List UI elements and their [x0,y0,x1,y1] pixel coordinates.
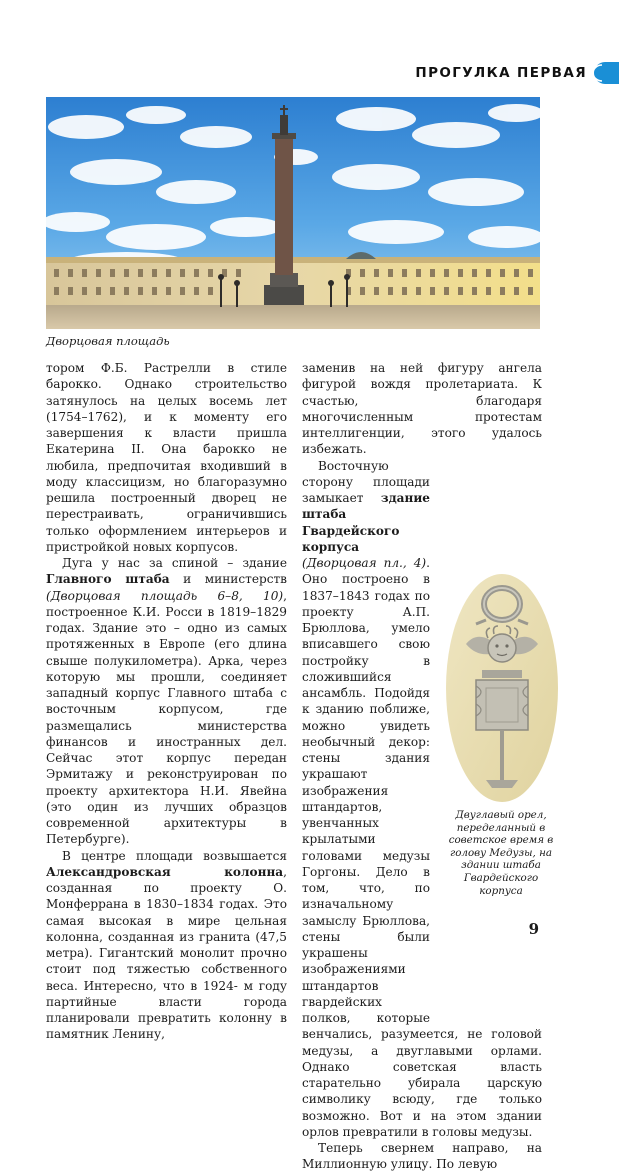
medusa-relief-photo [446,574,558,802]
medusa-relief-illustration [446,574,558,802]
text-run: . Оно построено в 1837–1843 годах по проекту А.П. Брюллова, умело вписавшего свою постройку в сложившийся ансамбль. Подойдя к зданию поближе, можно увидеть необычный декор: стены здания украшают изображения штандартов, увенчанных крылатыми головами медузы Горгоны. Дело в том, что, по изначальному замыслу Брюллова, стены были украшены изображениями штандартов гвардейских полков, которые венчались, разумеется, не головой медузы, а двуглавыми орлами. Однако советская власть старательно убирала царскую символику всюду, где только возможно. Вот и на этом здании орлов превратили в головы медузы. [302,556,542,1139]
palace-square-illustration [46,97,540,329]
text-run: , построенное К.И. Росси в 1819–1829 годах. Здание это – одно из самых протяженных в Европе (его длина свыше полукилометра). Арка, через которую мы прошли, соединяет западный корпус Главного штаба с восточным корпусом, где размещались министерства финансов и иностранных дел. Сейчас этот корпус передан Эрмитажу и реконструирован по проекту архитектора Н.И. Явейна (это один из лучших образцов современной архитектуры в Петербурге). [46,588,287,847]
paragraph: Теперь свернем направо, на Миллионную улицу. По левую [302,1141,542,1172]
palace-square-photo [46,97,540,329]
address: (Дворцовая площадь 6–8, 10) [46,588,284,603]
term-guards-corps-building: здание штаба Гвардейского корпуса [302,491,430,554]
text-run: и министерств [169,572,287,587]
text-run: Восточную сторону площади замыкает [302,458,430,505]
paragraph: заменив на ней фигуру ангела фигурой вождя пролетариата. К счастью, благодаря многочисленным протестам интеллигенции, этого удалось избежать. [302,361,542,457]
term-main-staff: Главного штаба [46,572,170,587]
text-run: В центре площади возвышается [62,848,287,863]
address: (Дворцовая пл., 4) [302,556,427,570]
text-run: Дуга у нас за спиной – здание [62,556,287,570]
medusa-caption: Двуглавый орел, переделанный в советское время в голову Медузы, на здании штаба Гвардейского корпуса [448,809,554,897]
photo-caption: Дворцовая площадь [46,334,170,348]
text-run: , созданная по проекту О. Монферрана в 1830–1834 годах. Это самая высокая в мире цельная колонна, созданная из гранита (47,5 метра). Гигантский монолит прочно стоит под тяжестью собственного веса. Интересно, что в 1924- м году партийные власти города планировали превратить колонну в памятник Ленину, [46,864,287,1042]
paragraph [46,848,287,1043]
term-alexander-column: Александровская колонна [46,864,284,879]
paragraph [46,555,287,848]
section-title: ПРОГУЛКА ПЕРВАЯ [415,65,587,81]
running-header [415,58,619,88]
paragraph: тором Ф.Б. Растрелли в стиле барокко. Однако строительство затянулось на целых восемь лет (1754–1762), и к моменту его завершения к власти пришла Екатерина II. Она барокко не любила, предпочитая входивший в моду классицизм, но благоразумно решила построенный дворец не перестраивать, ограничившись только оформлением интерьеров и пристройкой новых корпусов. [46,361,287,554]
section-tab-icon [593,62,619,84]
text-column-left [46,360,287,1043]
page-number: 9 [528,920,539,938]
